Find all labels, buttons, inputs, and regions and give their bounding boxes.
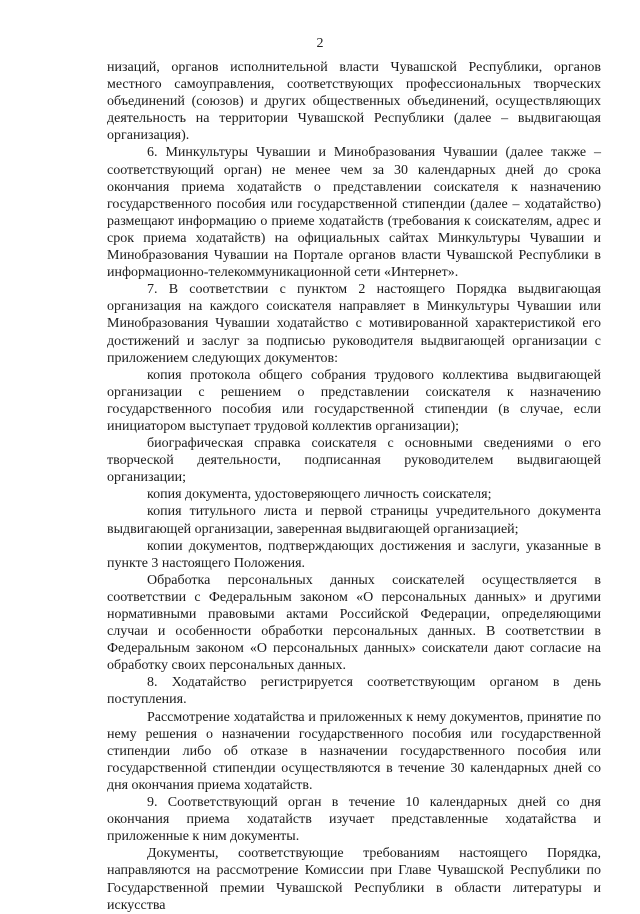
paragraph-item-9: 9. Соответствующий орган в течение 10 календарных дней со дня окончания приема ходатайств изучает представленные ходатайства и приложенные к ним документы. xyxy=(107,795,601,845)
paragraph-commission-referral: Документы, соответствующие требованиям настоящего Порядка, направляются на рассмотрение Комиссии при Главе Чувашской Республики по Государственной премии Чувашской Республики в области литературы и искусства xyxy=(107,846,601,913)
paragraph-continuation: низаций, органов исполнительной власти Чувашской Республики, органов местного самоуправления, соответствующих профессиональных творческих объединений (союзов) и других общественных объединений, осуществляющих деятельность на территории Чувашской Республики (далее – выдвигающая организация). xyxy=(107,60,601,144)
paragraph-doc-identity-copy: копия документа, удостоверяющего личность соискателя; xyxy=(147,487,492,503)
paragraph-item-6: 6. Минкультуры Чувашии и Минобразования Чувашии (далее также – соответствующий орган) не менее чем за 30 календарных дней до срока окончания приема ходатайств о представлении соискателя к назначению государственного пособия или государственной стипендии (далее – ходатайство) размещают информацию о приеме ходатайств (требования к соискателям, адрес и срок приема ходатайств) на официальных сайтах Минкультуры Чувашии и Минобразования Чувашии на Портале органов власти Чувашской Республики в информационно-телекоммуникационной сети «Интернет». xyxy=(107,145,601,281)
paragraph-review-decision: Рассмотрение ходатайства и приложенных к нему документов, принятие по нему решения о назначении государственного пособия или государственной стипендии либо об отказе в назначении государственного пособия или государственной стипендии осуществляются в течение 30 календарных дней со дня окончания приема ходатайств. xyxy=(107,709,601,793)
paragraph-personal-data: Обработка персональных данных соискателей осуществляется в соответствии с Федеральным законом «О персональных данных» и другими нормативными правовыми актами Российской Федерации, определяющими случаи и особенности обработки персональных данных. В соответствии в Федеральным законом «О персональных данных» соискатели дают согласие на обработку своих персональных данных. xyxy=(107,572,601,674)
paragraph-doc-achievements-copies: копии документов, подтверждающих достижения и заслуги, указанные в пункте 3 настоящего Положения. xyxy=(107,538,601,571)
page-number: 2 xyxy=(316,36,324,51)
document-body xyxy=(107,59,601,914)
paragraph-doc-biography: биографическая справка соискателя с основными сведениями о его творческой деятельности, подписанная руководителем выдвигающей организации; xyxy=(107,436,601,486)
paragraph-doc-charter-copy: копия титульного листа и первой страницы учредительного документа выдвигающей организации, заверенная выдвигающей организацией; xyxy=(107,504,601,537)
paragraph-item-8: 8. Ходатайство регистрируется соответствующим органом в день поступления. xyxy=(107,675,601,708)
paragraph-doc-protocol-copy: копия протокола общего собрания трудового коллектива выдвигающей организации с решением о представлении соискателя к назначению государственного пособия или государственной стипендии (в случае, если инициатором выступает трудовой коллектив организации); xyxy=(107,367,601,434)
paragraph-item-7: 7. В соответствии с пунктом 2 настоящего Порядка выдвигающая организация на каждого соискателя направляет в Минкультуры Чувашии или Минобразования Чувашии ходатайство с мотивированной характеристикой его достижений и заслуг за подписью руководителя выдвигающей организации с приложением следующих документов: xyxy=(107,282,601,366)
